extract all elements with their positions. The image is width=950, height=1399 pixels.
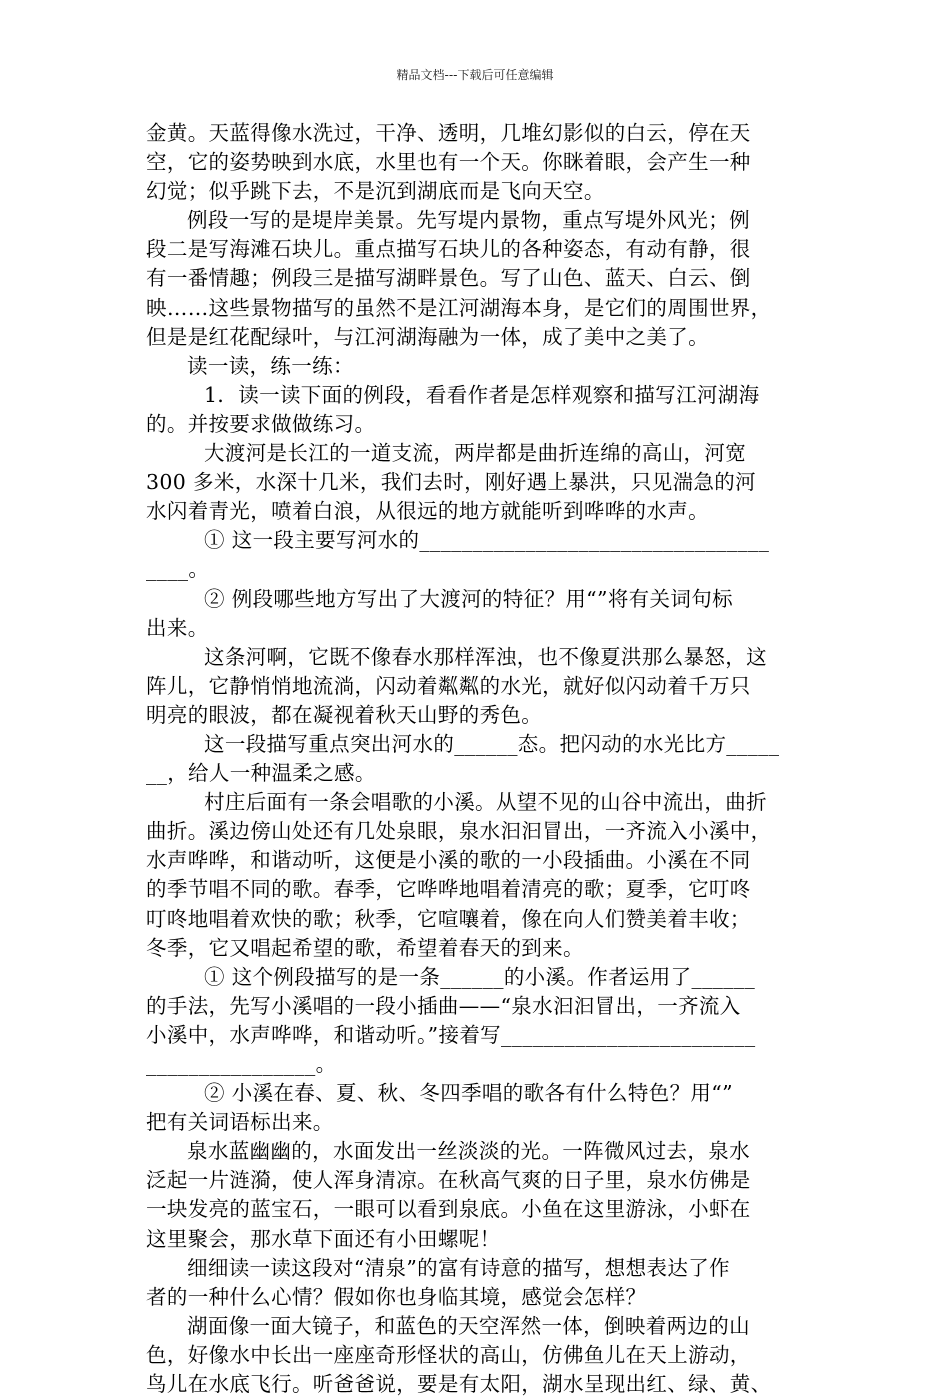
text-line: 村庄后面有一条会唱歌的小溪。从望不见的山谷中流出，曲折 bbox=[204, 790, 767, 815]
text-line: 泉水蓝幽幽的，水面发出一丝淡淡的光。一阵微风过去，泉水 bbox=[187, 1139, 750, 1164]
text-line: 这条河啊，它既不像春水那样浑浊，也不像夏洪那么暴怒，这 bbox=[204, 644, 767, 669]
text-line: 映……这些景物描写的虽然不是江河湖海本身，是它们的周围世界， bbox=[146, 295, 772, 320]
text-line: 水声哗哗，和谐动听，这便是小溪的歌的一小段插曲。小溪在不同 bbox=[146, 848, 751, 873]
text-line: 幻觉；似乎跳下去，不是沉到湖底而是飞向天空。 bbox=[146, 179, 605, 204]
text-line: ② 小溪在春、夏、秋、冬四季唱的歌各有什么特色？用“” bbox=[204, 1081, 733, 1106]
text-line: 大渡河是长江的一道支流，两岸都是曲折连绵的高山，河宽 bbox=[204, 441, 747, 466]
text-line: 出来。 bbox=[146, 615, 209, 640]
text-line: 有一番情趣；例段三是描写湖畔景色。写了山色、蓝天、白云、倒 bbox=[146, 266, 751, 291]
text-line: 泛起一片涟漪，使人浑身清凉。在秋高气爽的日子里，泉水仿佛是 bbox=[146, 1168, 751, 1193]
text-line: 一块发亮的蓝宝石，一眼可以看到泉底。小鱼在这里游泳，小虾在 bbox=[146, 1197, 751, 1222]
text-line: 曲折。溪边傍山处还有几处泉眼，泉水汩汩冒出，一齐流入小溪中， bbox=[146, 819, 772, 844]
text-line: ① 这个例段描写的是一条______的小溪。作者运用了______ bbox=[204, 964, 756, 989]
page-header: 精品文档---下载后可任意编辑 bbox=[396, 68, 554, 82]
text-line: 金黄。天蓝得像水洗过，干净、透明，几堆幻影似的白云，停在天 bbox=[146, 121, 751, 145]
text-line: 段二是写海滩石块儿。重点描写石块儿的各种姿态，有动有静，很 bbox=[146, 237, 751, 262]
text-line: 细细读一读这段对“清泉”的富有诗意的描写，想想表达了作 bbox=[187, 1255, 730, 1280]
document-body bbox=[146, 119, 808, 1399]
text-line: 1．读一读下面的例段，看看作者是怎样观察和描写江河湖海 bbox=[204, 382, 760, 407]
text-line: 者的一种什么心情？假如你也身临其境，感觉会怎样？ bbox=[146, 1284, 647, 1309]
text-line: 小溪中，水声哗哗，和谐动听。”接着写________________________ bbox=[146, 1022, 756, 1047]
text-line: 但是是红花配绿叶，与江河湖海融为一体，成了美中之美了。 bbox=[146, 324, 709, 349]
text-line: ________________。 bbox=[146, 1052, 337, 1076]
text-line: ① 这一段主要写河水的_________________________________ bbox=[204, 528, 770, 553]
text-line: 湖面像一面大镜子，和蓝色的天空浑然一体，倒映着两边的山 bbox=[187, 1313, 750, 1338]
text-line: 读一读，练一练： bbox=[187, 353, 354, 378]
text-line: 水闪着青光，喷着白浪，从很远的地方就能听到哗哗的水声。 bbox=[146, 499, 709, 524]
text-line: 叮咚地唱着欢快的歌；秋季，它喧嚷着，像在向人们赞美着丰收； bbox=[146, 906, 751, 931]
text-line: 阵儿，它静悄悄地流淌，闪动着粼粼的水光，就好似闪动着千万只 bbox=[146, 673, 751, 698]
text-line: ____。 bbox=[146, 557, 210, 582]
text-line: 色，好像水中长出一座座奇形怪状的高山，仿佛鱼儿在天上游动， bbox=[146, 1342, 751, 1367]
text-line: 300 多米，水深十几米，我们去时，刚好遇上暴洪，只见湍急的河 bbox=[146, 470, 756, 495]
text-line: 这里聚会，那水草下面还有小田螺呢！ bbox=[146, 1226, 501, 1251]
text-line: 明亮的眼波，都在凝视着秋天山野的秀色。 bbox=[146, 702, 543, 727]
text-line: 的手法，先写小溪唱的一段小插曲——“泉水汩汩冒出，一齐流入 bbox=[146, 993, 741, 1018]
text-line: 的季节唱不同的歌。春季，它哗哗地唱着清亮的歌；夏季，它叮咚 bbox=[146, 877, 751, 902]
text-line: 鸟儿在水底飞行。听爸爸说，要是有太阳，湖水呈现出红、绿、黄、 bbox=[146, 1372, 772, 1397]
text-line: __，给人一种温柔之感。 bbox=[146, 761, 376, 786]
text-line: 这一段描写重点突出河水的______态。把闪动的水光比方_____ bbox=[204, 731, 780, 756]
text-line: ② 例段哪些地方写出了大渡河的特征？用“”将有关词句标 bbox=[204, 586, 733, 611]
text-line: 冬季，它又唱起希望的歌，希望着春天的到来。 bbox=[146, 935, 584, 960]
text-line: 把有关词语标出来。 bbox=[146, 1110, 334, 1135]
text-line: 空，它的姿势映到水底，水里也有一个天。你眯着眼，会产生一种 bbox=[146, 150, 751, 175]
text-line: 例段一写的是堤岸美景。先写堤内景物，重点写堤外风光；例 bbox=[187, 208, 750, 233]
text-line: 的。并按要求做做练习。 bbox=[146, 411, 376, 436]
